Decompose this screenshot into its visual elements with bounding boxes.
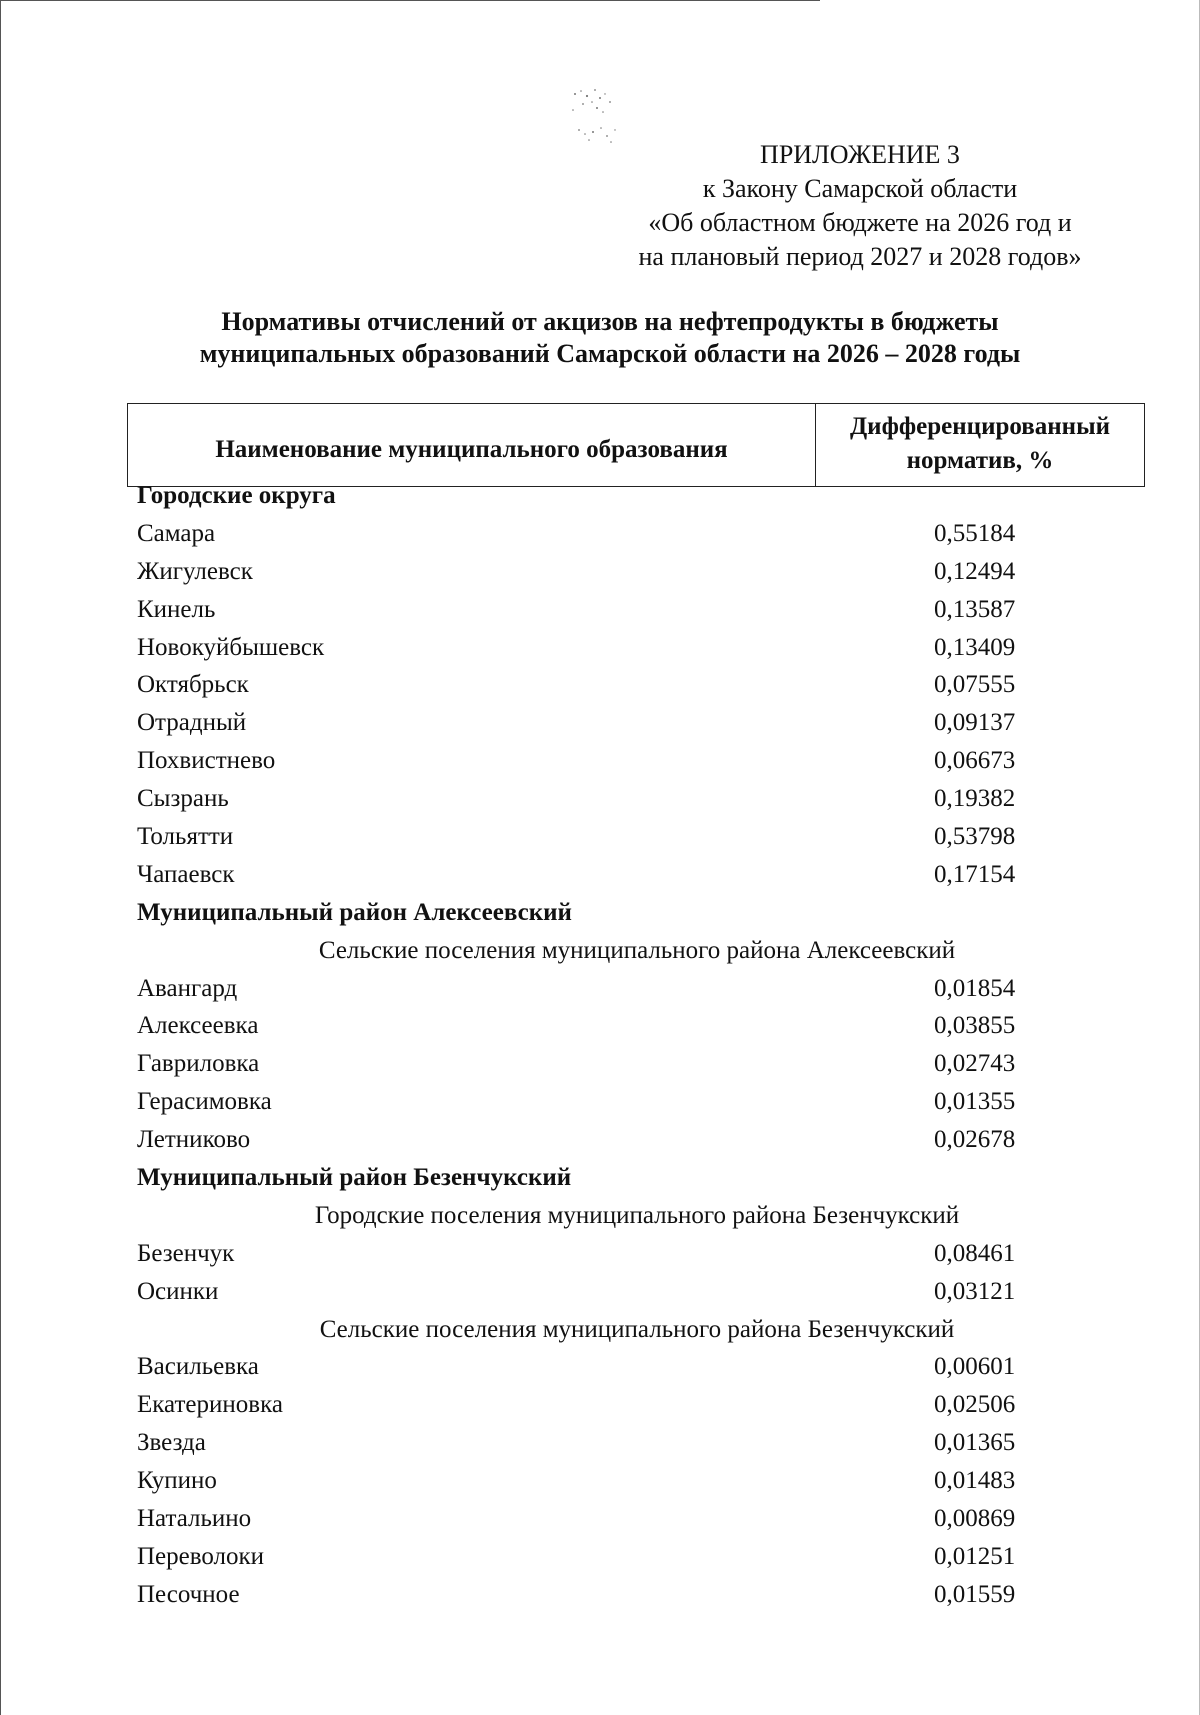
table-row [137, 742, 1137, 780]
row-name: Летниково [137, 1126, 251, 1154]
row-name: Сызрань [137, 785, 229, 813]
row-value: 0,13409 [934, 633, 1016, 661]
document-title-line-2: муниципальных образований Самарской области на 2026 – 2028 годы [199, 339, 1021, 368]
table-row [137, 515, 1137, 553]
appendix-law-title-1: «Об областном бюджете на 2026 год и [648, 208, 1072, 237]
table-row [137, 1235, 1137, 1273]
row-value: 0,01854 [934, 974, 1016, 1002]
row-name: Тольятти [137, 823, 234, 851]
row-name: Васильевка [137, 1353, 259, 1381]
row-value: 0,02678 [934, 1126, 1016, 1154]
row-name: Муниципальный район Безенчукский [137, 1164, 572, 1192]
table-row [137, 1197, 1137, 1235]
row-value: 0,00869 [934, 1505, 1016, 1533]
column-header-norm [816, 404, 1145, 487]
row-value: 0,13587 [934, 595, 1016, 623]
table-row [137, 591, 1137, 629]
table-row [137, 477, 1137, 515]
row-value: 0,01559 [934, 1580, 1016, 1608]
row-name: Гавриловка [137, 1050, 260, 1078]
row-name: Переволоки [137, 1542, 265, 1570]
table-row [137, 1386, 1137, 1424]
row-name: Городские поселения муниципального района Безенчукский [314, 1201, 960, 1229]
row-name: Купино [137, 1467, 217, 1495]
appendix-number: ПРИЛОЖЕНИЕ 3 [760, 140, 960, 169]
row-name: Городские округа [137, 482, 336, 509]
document-title [100, 306, 1120, 370]
row-name: Кинель [137, 595, 216, 623]
table-row [137, 1348, 1137, 1386]
row-name: Октябрьск [137, 671, 249, 699]
row-value: 0,53798 [934, 823, 1016, 851]
appendix-law-ref: к Закону Самарской области [702, 174, 1018, 203]
row-value: 0,17154 [934, 860, 1016, 888]
row-name: Новокуйбышевск [137, 633, 325, 661]
table-row [137, 894, 1137, 932]
appendix-header [600, 138, 1120, 274]
row-value: 0,55184 [934, 519, 1016, 547]
table-row [137, 1311, 1137, 1349]
document-title-line-1: Нормативы отчислений от акцизов на нефтепродукты в бюджеты [221, 307, 999, 336]
row-name: Осинки [137, 1277, 219, 1305]
row-value: 0,03121 [934, 1277, 1016, 1305]
table-row [137, 1538, 1137, 1576]
table-body [137, 477, 1137, 1614]
table-row [137, 780, 1137, 818]
row-name: Муниципальный район Алексеевский [137, 898, 572, 926]
row-name: Алексеевка [137, 1012, 259, 1040]
table-row [137, 1462, 1137, 1500]
table-header [127, 403, 1145, 487]
table-row [137, 818, 1137, 856]
table-row [137, 1083, 1137, 1121]
row-value: 0,09137 [934, 709, 1016, 737]
row-name: Сельские поселения муниципального района Алексеевский [318, 936, 956, 964]
table-row [137, 1424, 1137, 1462]
table-row [137, 704, 1137, 742]
row-value: 0,19382 [934, 785, 1016, 813]
row-value: 0,08461 [934, 1239, 1016, 1267]
table-row [137, 1121, 1137, 1159]
table-row [137, 1045, 1137, 1083]
table-row [137, 856, 1137, 894]
row-value: 0,02743 [934, 1050, 1016, 1078]
table-row [137, 553, 1137, 591]
table-row [137, 1576, 1137, 1614]
page-edge-top [0, 0, 820, 1]
table-row [137, 629, 1137, 667]
row-name: Сельские поселения муниципального района Безенчукский [319, 1315, 955, 1343]
appendix-law-title-2: на плановый период 2027 и 2028 годов» [638, 242, 1082, 271]
column-header-norm-line-2: норматив, % [906, 447, 1054, 474]
row-value: 0,00601 [934, 1353, 1016, 1381]
column-header-name: Наименование муниципального образования [128, 404, 816, 487]
column-header-norm-line-1: Дифференцированный [849, 413, 1111, 440]
row-value: 0,01355 [934, 1088, 1016, 1116]
row-name: Герасимовка [137, 1088, 272, 1116]
row-name: Чапаевск [137, 860, 235, 888]
page-edge-left [0, 0, 1, 1715]
table-row [137, 1159, 1137, 1197]
row-name: Екатериновка [137, 1391, 283, 1419]
row-name: Самара [137, 519, 216, 547]
row-value: 0,01483 [934, 1467, 1016, 1495]
row-name: Отрадный [137, 709, 247, 737]
row-name: Натальино [137, 1505, 252, 1533]
row-value: 0,07555 [934, 671, 1016, 699]
row-value: 0,12494 [934, 557, 1016, 585]
row-name: Безенчук [137, 1239, 235, 1267]
row-value: 0,01251 [934, 1542, 1016, 1570]
table-row [137, 1007, 1137, 1045]
row-value: 0,03855 [934, 1012, 1016, 1040]
row-value: 0,02506 [934, 1391, 1016, 1419]
row-name: Авангард [137, 974, 238, 1002]
row-name: Похвистнево [137, 747, 276, 775]
table-row [137, 1500, 1137, 1538]
row-name: Песочное [137, 1580, 240, 1608]
table-row [137, 932, 1137, 970]
table-row [137, 1273, 1137, 1311]
row-value: 0,06673 [934, 747, 1016, 775]
table-row [137, 666, 1137, 704]
table-row [137, 970, 1137, 1008]
row-name: Жигулевск [137, 557, 253, 585]
row-name: Звезда [137, 1429, 206, 1457]
row-value: 0,01365 [934, 1429, 1016, 1457]
